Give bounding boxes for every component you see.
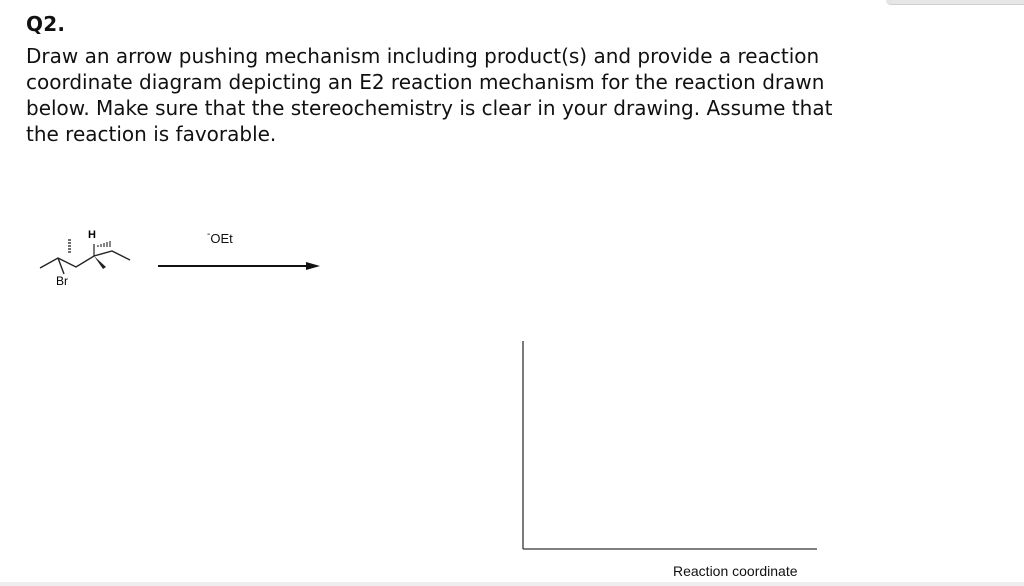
reagent-charge: - bbox=[207, 229, 211, 240]
hashed-methyl-bond bbox=[68, 240, 71, 252]
question-text: Draw an arrow pushing mechanism including product(s) and provide a reaction coordinate diagram depicting an E2 reaction mechanism for the reaction drawn below. Make sure that the stereochemistry is clear in your drawing. Assume that the reaction is favorable. bbox=[26, 44, 833, 146]
x-axis-label: Reaction coordinate bbox=[673, 563, 798, 579]
bottom-edge bbox=[0, 582, 1024, 586]
reagent bbox=[207, 231, 233, 246]
hashed-bond-right bbox=[98, 241, 110, 247]
reaction-coordinate-axes bbox=[515, 336, 825, 556]
reaction-arrow-icon bbox=[158, 258, 322, 274]
question-number: Q2. bbox=[26, 12, 66, 36]
substrate-structure bbox=[30, 222, 150, 297]
hydrogen-label: H bbox=[88, 229, 96, 241]
carbon-chain-bonds bbox=[40, 251, 130, 268]
bromine-label: Br bbox=[56, 274, 68, 288]
reagent-label: OEt bbox=[210, 231, 233, 246]
wedge-bond bbox=[94, 256, 106, 269]
window-tab-edge bbox=[886, 0, 1024, 5]
